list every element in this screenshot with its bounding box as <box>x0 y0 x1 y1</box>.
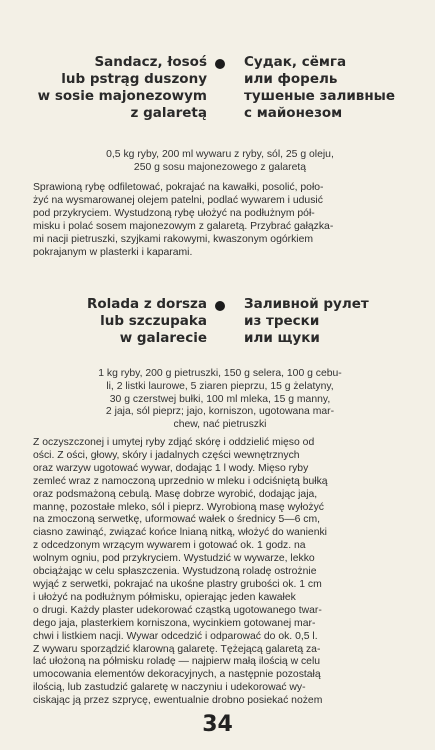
bullet-dot <box>215 59 225 69</box>
recipe2-title-polish: Rolada z dorsza lub szczupaka w galarecie <box>86 296 207 346</box>
recipe1-heading <box>0 54 435 126</box>
recipe2-instructions: Z oczyszczonej i umytej ryby zdjąć skórę i oddzielić mięso od ości. Z ości, głowy, skóry i jadalnych części wewnętrznych oraz warzyw ugotować wywar, dodając 1 l wody. Mięso ryby zemleć wraz z namoczoną uprzednio w mleku i odciśniętą bułką oraz podsmażoną cebulą. Masę dobrze wyrobić, dodając jaja, mannę, pozostałe mleko, sól i pieprz. Wyrobioną masę wyłożyć na zmoczoną serwetkę, uformować wałek o średnicy 5—6 cm, ciasno zawinąć, związać końce lnianą nitką, włożyć do wanienki z odcedzonym wrzącym wywarem i gotować ok. 1 godz. na wolnym ogniu, pod przykryciem. Wystudzić w wywarze, lekko obciążając w celu spłaszczenia. Wystudzoną roladę ostrożnie wyjąć z serwetki, pokrajać na ukośne plastry grubości ok. 1 cm i ułożyć na podłużnym półmisku, opierając jeden kawałek o drugi. Każdy plaster udekorować cząstką ugotowanego twar- dego jaja, plasterkiem korniszona, wycinkiem gotowanej mar- chwi i listkiem nacji. Wywar odcedzić i odparować do ok. 0,5 l. Z wywaru sporządzić klarowną galaretę. Tężejącą galaretą za- lać ułożoną na półmisku roladę — najpierw małą ilością w celu umocowania elementów dekoracyjnych, a następnie pozostałą ilością, lub zastudzić galaretę w naczyniu i udekorować wy- ciskając ją przez szprycę, ewentualnie drobno posiekać nożem <box>33 437 328 707</box>
recipe2-ingredients: 1 kg ryby, 200 g pietruszki, 150 g selera, 100 g cebu- li, 2 listki laurowe, 5 ziaren pieprzu, 15 g żelatyny, 30 g czerstwej bułki, 100 ml mleka, 15 g manny, 2 jaja, sól pieprz; jajo, korniszon, ugotowana mar- chew, nać pietruszki <box>98 368 342 431</box>
bullet-dot <box>215 301 225 311</box>
recipe1-instructions: Sprawioną rybę odfiletować, pokrajać na kawałki, posolić, poło- żyć na wysmarowanej olejem patelni, podlać wywarem i udusić pod przykryciem. Wystudzoną rybę ułożyć na podłużnym pół- misku i polać sosem majonezowym z galaretą. Przybrać gałązka- mi nacji pietruszki, szyjkami rakowymi, kwaszonym ogórkiem pokrajanym w plasterki i kaparami. <box>33 182 334 258</box>
page-number: 34 <box>202 712 233 737</box>
recipe2-title-russian: Заливной рулет из трески или щуки <box>244 296 369 346</box>
recipe1-title-polish: Sandacz, łosoś lub pstrąg duszony w sosie majonezowym z galaretą <box>37 54 207 121</box>
recipe1-title-russian: Судак, сёмга или форель тушеные заливные с майонезом <box>244 54 396 121</box>
recipe2-heading <box>0 296 435 352</box>
recipe1-ingredients: 0,5 kg ryby, 200 ml wywaru z ryby, sól, 25 g oleju, 250 g sosu majonezowego z galaretą <box>106 149 334 173</box>
